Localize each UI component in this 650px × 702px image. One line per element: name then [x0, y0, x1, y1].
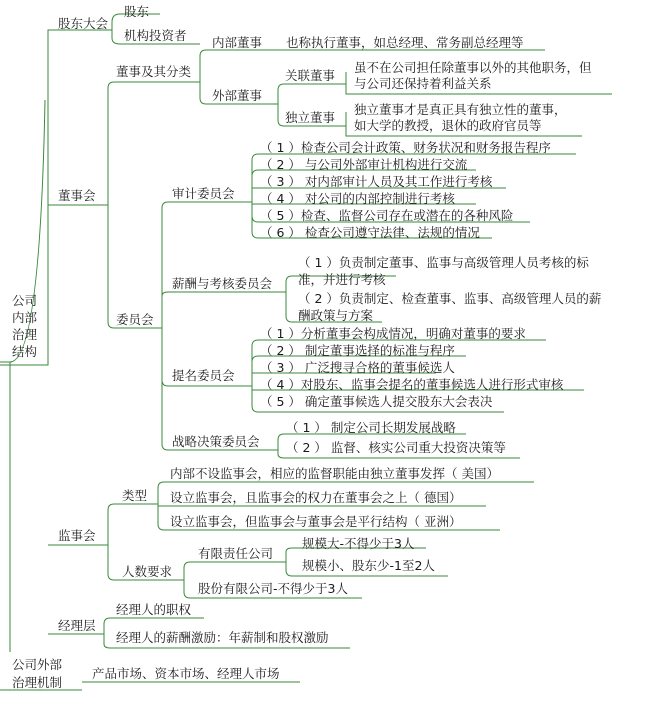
independent-director-label: 独立董事 [285, 110, 336, 125]
llc-item: 规模小、股东少-1至2人 [302, 558, 435, 573]
nomination-item: （ 3 ） 广泛搜寻合格的董事候选人 [260, 360, 455, 375]
manager-label: 经理层 [58, 618, 96, 633]
llc-label: 有限责任公司 [198, 546, 274, 561]
strategy-committee-label: 战略决策委员会 [172, 434, 260, 449]
compensation-item: （ 2 ）负责制定、检查董事、监事、高级管理人员的薪 酬政策与方案 [298, 291, 602, 323]
audit-item: （ 3 ） 对内部审计人员及其工作进行考核 [260, 174, 493, 189]
supervisory-types-label: 类型 [122, 488, 148, 503]
compensation-item: （ 1 ）负责制定董事、监事与高级管理人员考核的标 准，并进行考核 [298, 255, 589, 287]
related-director-label: 关联董事 [285, 68, 336, 83]
external-mechanism-label: 公司外部 治理机制 [12, 657, 63, 690]
root-label: 公司 内部 治理 结构 [12, 293, 38, 359]
outer-director-label: 外部董事 [212, 88, 263, 103]
nomination-item: （ 2 ） 制定董事选择的标准与程序 [260, 343, 455, 358]
board-label: 董事会 [58, 188, 96, 203]
audit-item: （ 5 ）检查、监督公司存在或潜在的各种风险 [260, 208, 514, 223]
manager-item: 经理人的薪酬激励：年薪制和股权激励 [116, 630, 329, 645]
inner-director-desc: 也称执行董事，如总经理、常务副总经理等 [286, 35, 524, 50]
jsc-item: 股份有限公司-不得少于3人 [198, 581, 348, 596]
headcount-label: 人数要求 [122, 564, 173, 579]
director-types-label: 董事及其分类 [116, 64, 192, 79]
manager-item: 经理人的职权 [116, 602, 192, 617]
nomination-item: （ 1 ）分析董事会构成情况，明确对董事的要求 [260, 326, 526, 341]
audit-item: （ 2 ） 与公司外部审计机构进行交流 [260, 157, 468, 172]
nomination-committee-label: 提名委员会 [172, 368, 235, 383]
audit-item: （ 1 ）检查公司会计政策、财务状况和财务报告程序 [260, 140, 551, 155]
shareholder-meeting-label: 股东大会 [58, 16, 109, 31]
strategy-item: （ 1 ） 制定公司长期发展战略 [286, 420, 456, 435]
inner-director-label: 内部董事 [212, 35, 263, 50]
strategy-item: （ 2 ） 监督、核实公司重大投资决策等 [286, 440, 506, 455]
committee-label: 委员会 [116, 312, 154, 327]
audit-item: （ 4 ） 对公司的内部控制进行考核 [260, 191, 455, 206]
supervisory-type-item: 设立监事会，但监事会与董事会是平行结构（ 亚洲） [170, 514, 462, 529]
supervisory-type-item: 设立监事会，且监事会的权力在董事会之上（ 德国） [170, 490, 462, 505]
compensation-committee-label: 薪酬与考核委员会 [172, 276, 273, 291]
shareholder-item: 股东 [124, 4, 150, 19]
supervisory-type-item: 内部不设监事会，相应的监督职能由独立董事发挥（ 美国） [170, 466, 499, 481]
shareholder-item: 机构投资者 [124, 28, 187, 43]
related-director-desc: 虽不在公司担任除董事以外的其他职务，但 与公司还保持着利益关系 [354, 60, 592, 91]
external-mechanism-content: 产品市场、资本市场、经理人市场 [92, 666, 280, 681]
nomination-item: （ 5 ） 确定董事候选人提交股东大会表决 [260, 394, 493, 409]
audit-committee-label: 审计委员会 [172, 186, 235, 201]
nomination-item: （ 4 ）对股东、监事会提名的董事候选人进行形式审核 [260, 377, 564, 392]
supervisory-board-label: 监事会 [58, 528, 96, 543]
audit-item: （ 6 ） 检查公司遵守法律、法规的情况 [260, 225, 480, 240]
independent-director-desc: 独立董事才是真正具有独立性的董事， 如大学的教授，退休的政府官员等 [354, 102, 567, 133]
llc-item: 规模大-不得少于3人 [302, 536, 415, 551]
